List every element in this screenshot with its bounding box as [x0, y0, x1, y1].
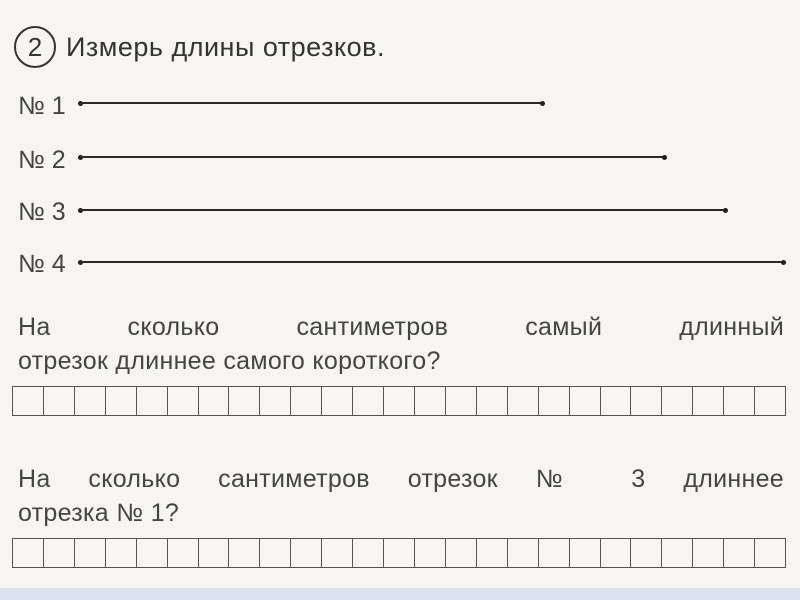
task-title: Измерь длины отрезков.	[66, 31, 385, 62]
answer-cell[interactable]	[723, 538, 754, 568]
answer-cell[interactable]	[600, 538, 631, 568]
answer-cell[interactable]	[476, 538, 507, 568]
answer-cell[interactable]	[321, 386, 352, 416]
answer-cell[interactable]	[259, 386, 290, 416]
answer-cell[interactable]	[290, 386, 321, 416]
answer-cell[interactable]	[352, 386, 383, 416]
question-1-line-2: отрезок длиннее самого короткого?	[18, 347, 441, 375]
segment-label: № 3	[18, 198, 66, 226]
answer-cell[interactable]	[600, 386, 631, 416]
answer-cell[interactable]	[507, 386, 538, 416]
answer-cell[interactable]	[383, 386, 414, 416]
answer-cell[interactable]	[692, 538, 723, 568]
answer-cell[interactable]	[321, 538, 352, 568]
answer-cell[interactable]	[754, 386, 786, 416]
answer-cell[interactable]	[198, 538, 229, 568]
answer-cell[interactable]	[136, 538, 167, 568]
answer-cell[interactable]	[290, 538, 321, 568]
answer-cell[interactable]	[538, 386, 569, 416]
segment-line	[80, 209, 725, 211]
answer-cell[interactable]	[538, 538, 569, 568]
answer-cell[interactable]	[352, 538, 383, 568]
answer-cell[interactable]	[630, 386, 661, 416]
answer-cell[interactable]	[136, 386, 167, 416]
answer-cell[interactable]	[74, 386, 105, 416]
answer-cell[interactable]	[661, 386, 692, 416]
answer-cell[interactable]	[414, 538, 445, 568]
answer-cell[interactable]	[43, 386, 74, 416]
segment-line	[80, 261, 783, 263]
question-2-line-2: отрезка № 1?	[18, 499, 180, 527]
answer-cell[interactable]	[105, 538, 136, 568]
answer-cell[interactable]	[12, 386, 43, 416]
answer-cell[interactable]	[754, 538, 786, 568]
answer-cell[interactable]	[507, 538, 538, 568]
bottom-strip	[0, 588, 800, 600]
answer-cell[interactable]	[476, 386, 507, 416]
answer-cell[interactable]	[569, 386, 600, 416]
answer-cell[interactable]	[167, 538, 198, 568]
answer-cell[interactable]	[12, 538, 43, 568]
answer-cell[interactable]	[74, 538, 105, 568]
question-1	[18, 310, 784, 378]
question-1-line-1: На сколько сантиметров самый длинный	[18, 313, 784, 341]
question-2-line-1: На сколько сантиметров отрезок № 3 длиннее	[18, 465, 784, 493]
answer-cell[interactable]	[259, 538, 290, 568]
answer-cell[interactable]	[661, 538, 692, 568]
answer-cell[interactable]	[228, 386, 259, 416]
segment-label: № 1	[18, 92, 66, 120]
answer-cell[interactable]	[414, 386, 445, 416]
answer-cell[interactable]	[105, 386, 136, 416]
segment-label: № 4	[18, 250, 66, 278]
segment-end-point	[723, 208, 728, 213]
answer-grid-1[interactable]	[12, 386, 786, 416]
answer-cell[interactable]	[198, 386, 229, 416]
answer-cell[interactable]	[167, 386, 198, 416]
answer-cell[interactable]	[445, 538, 476, 568]
answer-cell[interactable]	[630, 538, 661, 568]
segment-end-point	[540, 101, 545, 106]
segment-end-point	[781, 260, 786, 265]
task-number-circle: 2	[14, 26, 56, 68]
answer-cell[interactable]	[445, 386, 476, 416]
segment-label: № 2	[18, 146, 66, 174]
answer-cell[interactable]	[43, 538, 74, 568]
question-2	[18, 462, 784, 530]
task-header	[14, 26, 385, 68]
answer-grid-2[interactable]	[12, 538, 786, 568]
answer-cell[interactable]	[383, 538, 414, 568]
segment-end-point	[662, 155, 667, 160]
answer-cell[interactable]	[228, 538, 259, 568]
answer-cell[interactable]	[569, 538, 600, 568]
answer-cell[interactable]	[692, 386, 723, 416]
segment-line	[80, 102, 542, 104]
answer-cell[interactable]	[723, 386, 754, 416]
segment-line	[80, 156, 664, 158]
